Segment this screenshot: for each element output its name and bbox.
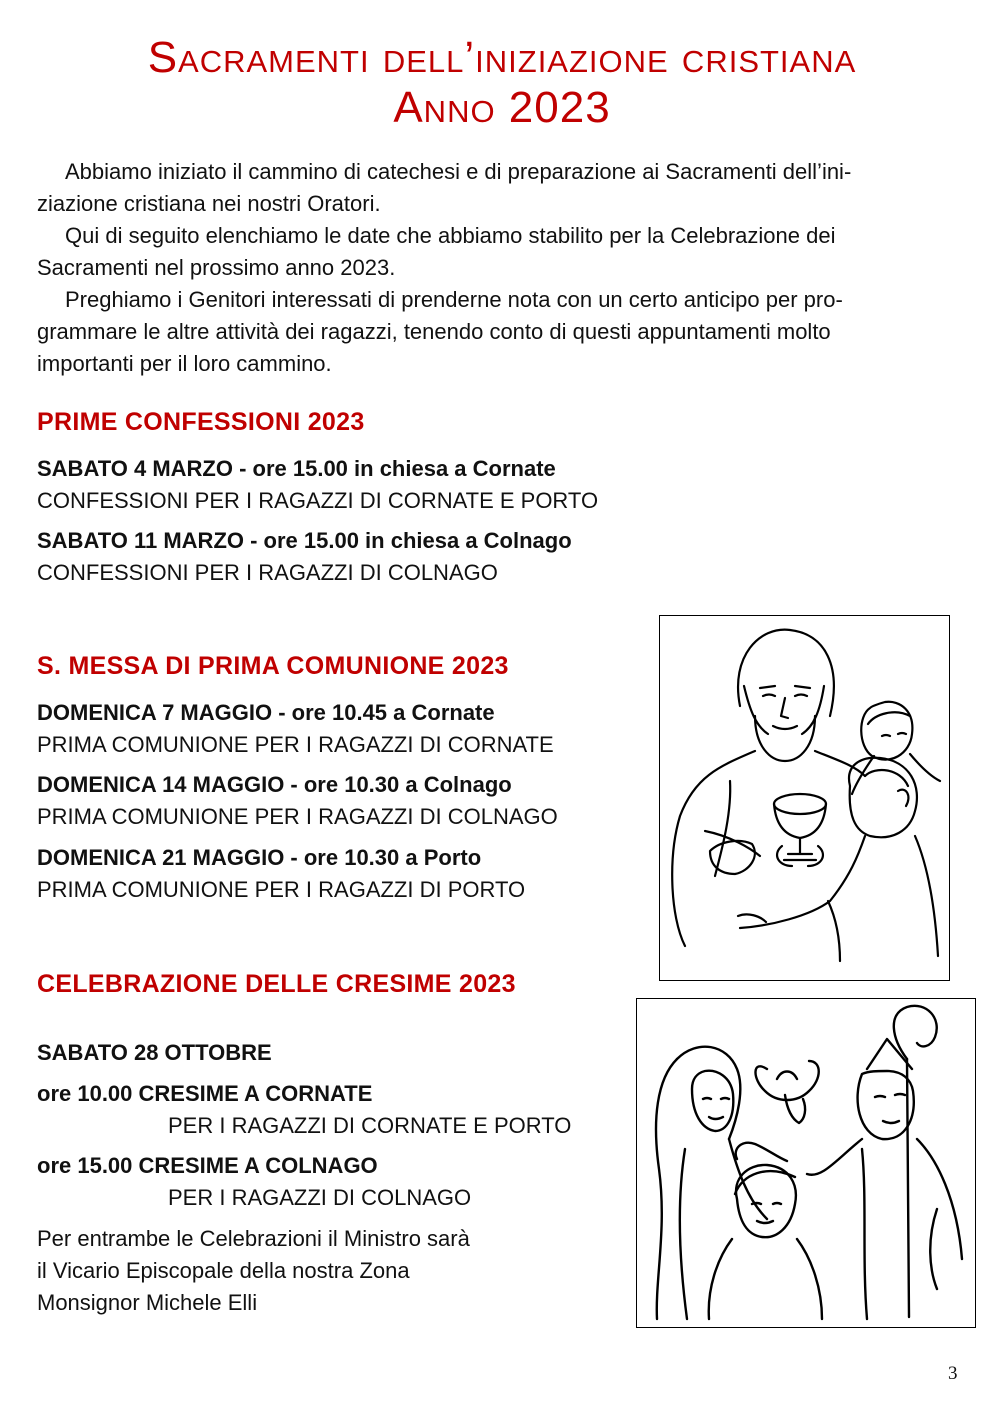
event-date: SABATO 28 OTTOBRE xyxy=(37,1040,272,1065)
event-description: PRIMA COMUNIONE PER I RAGAZZI DI PORTO xyxy=(37,877,526,902)
note-line: Monsignor Michele Elli xyxy=(37,1290,258,1315)
intro-line: grammare le altre attività dei ragazzi, tenendo conto di questi appuntamenti molto xyxy=(37,319,831,344)
section-heading: CELEBRAZIONE DELLE CRESIME 2023 xyxy=(37,970,516,998)
event-description: CONFESSIONI PER I RAGAZZI DI COLNAGO xyxy=(37,560,498,585)
event-description: CONFESSIONI PER I RAGAZZI DI CORNATE E PORTO xyxy=(37,488,599,513)
event-description: PER I RAGAZZI DI COLNAGO xyxy=(168,1185,472,1210)
event-date: SABATO 11 MARZO - ore 15.00 in chiesa a Colnago xyxy=(37,528,572,553)
intro-line: Abbiamo iniziato il cammino di catechesi e di preparazione ai Sacramenti dell’ini- xyxy=(65,159,852,184)
event-description: PRIMA COMUNIONE PER I RAGAZZI DI COLNAGO xyxy=(37,804,558,829)
event-date: DOMENICA 21 MAGGIO - ore 10.30 a Porto xyxy=(37,845,482,870)
jesus-chalice-icon xyxy=(660,616,949,980)
intro-line: Qui di seguito elenchiamo le date che abbiamo stabilito per la Celebrazione dei xyxy=(65,223,836,248)
event-time: ore 10.00 CRESIME A CORNATE xyxy=(37,1081,373,1106)
bishop-dove-icon xyxy=(637,999,975,1327)
section-heading: PRIME CONFESSIONI 2023 xyxy=(37,408,365,436)
page-number: 3 xyxy=(948,1363,958,1384)
event-date: DOMENICA 7 MAGGIO - ore 10.45 a Cornate xyxy=(37,700,495,725)
confirmation-illustration xyxy=(636,998,976,1328)
event-date: SABATO 4 MARZO - ore 15.00 in chiesa a Cornate xyxy=(37,456,556,481)
intro-line: ziazione cristiana nei nostri Oratori. xyxy=(37,191,381,216)
intro-line: importanti per il loro cammino. xyxy=(37,351,332,376)
page-title: Sacramenti dell’iniziazione cristiana xyxy=(147,33,857,82)
note-line: il Vicario Episcopale della nostra Zona xyxy=(37,1258,410,1283)
communion-illustration xyxy=(659,615,950,981)
event-time: ore 15.00 CRESIME A COLNAGO xyxy=(37,1153,378,1178)
intro-line: Sacramenti nel prossimo anno 2023. xyxy=(37,255,396,280)
event-date: DOMENICA 14 MAGGIO - ore 10.30 a Colnago xyxy=(37,772,512,797)
page-subtitle-year: Anno 2023 xyxy=(393,83,611,132)
note-line: Per entrambe le Celebrazioni il Ministro sarà xyxy=(37,1226,470,1251)
intro-line: Preghiamo i Genitori interessati di prenderne nota con un certo anticipo per pro- xyxy=(65,287,843,312)
event-description: PER I RAGAZZI DI CORNATE E PORTO xyxy=(168,1113,572,1138)
section-heading: S. MESSA DI PRIMA COMUNIONE 2023 xyxy=(37,652,509,680)
event-description: PRIMA COMUNIONE PER I RAGAZZI DI CORNATE xyxy=(37,732,554,757)
